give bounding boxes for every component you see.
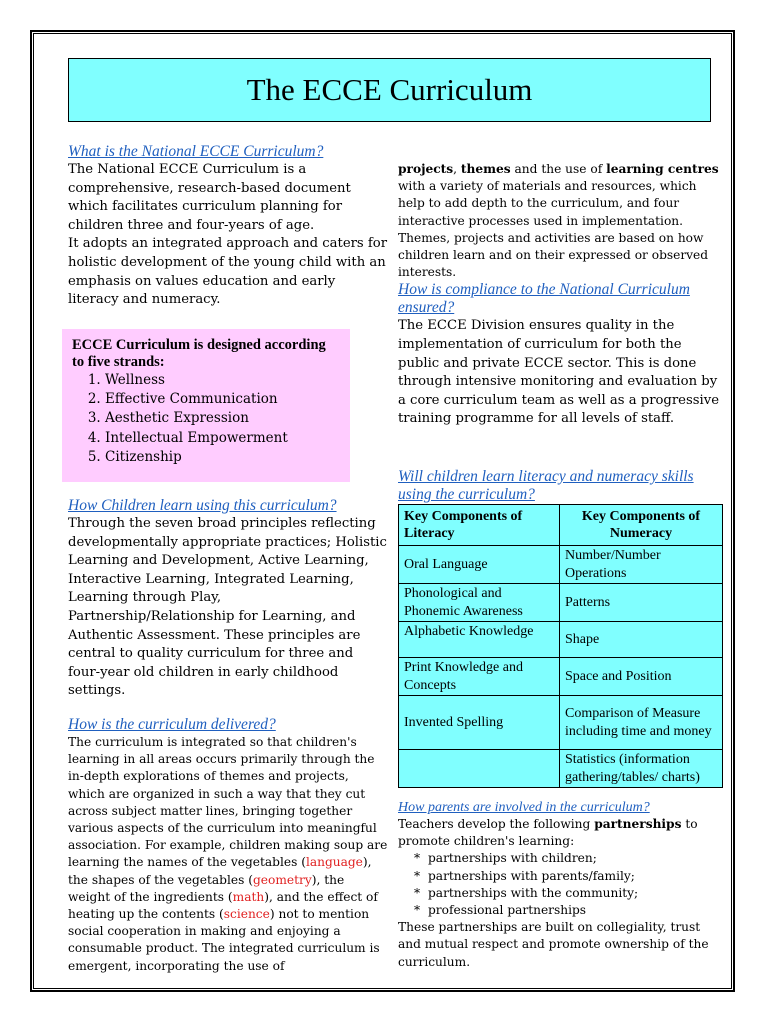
delivered-text-1: The curriculum is integrated so that children's learning in all areas occurs primarily through the in-depth explorations of themes and projects, which are organized in such a way that they cut across subject matter lines, bringing together various aspects of the curriculum into meaningful association. For example, children making soup are learning the names of the vegetables ( [68,734,388,870]
kw-themes: themes [460,162,511,176]
partnership-item: * partnerships with the community; [432,885,724,902]
numeracy-cell: Number/Number Operations [560,546,723,584]
literacy-cell: Oral Language [399,546,560,584]
keyword-science: science [223,906,270,921]
keyword-geometry: geometry [252,872,312,887]
para-how-children-learn: Through the seven broad principles reflecting developmentally appropriate practices; Holistic Learning and Development, Active Learning, Interactive Learning, Integrated Learning, Learning through Play, Partnership/Relationship for Learning, and Authentic Assessment. These principles are central to quality curriculum for three and four-year old children in early childhood settings. [68,516,387,699]
table-header-row [399,505,723,546]
heading-how-children-learn: How Children learn using this curriculum? [68,497,337,514]
partnership-item: * professional partnerships [432,902,724,919]
table-row [399,696,723,750]
kw-projects: projects [398,162,454,176]
delivered-text-2: ), the shapes of the vegetables ( [68,855,372,887]
strands-box [62,329,350,482]
literacy-cell: Alphabetic Knowledge [399,622,560,658]
strand-item: 3. Aesthetic Expression [105,409,340,428]
numeracy-cell: Comparison of Measure including time and money [560,696,723,750]
strands-heading: ECCE Curriculum is designed according to five strands: [72,337,326,370]
numeracy-cell: Shape [560,622,723,658]
parents-intro-1: Teachers develop the following [398,817,595,831]
heading-parents: How parents are involved in the curriculum? [398,800,650,815]
table-row [399,622,723,658]
header-numeracy: Key Components of Numeracy [560,505,723,546]
para-parents-intro [398,816,724,850]
numeracy-cell: Patterns [560,584,723,622]
page-title: The ECCE Curriculum [68,58,711,122]
table-row [399,658,723,696]
kw-learning-centres: learning centres [606,162,719,176]
strand-item: 5. Citizenship [105,448,340,467]
heading-what-is-curriculum: What is the National ECCE Curriculum? [68,143,324,160]
para-compliance: The ECCE Division ensures quality in the implementation of curriculum for both the public and private ECCE sector. This is done through intensive monitoring and evaluation by a core curriculum team as well as a progressive training programme for all levels of staff. [398,318,719,427]
para-what-is-1: The National ECCE Curriculum is a comprehensive, research-based document which facilitates curriculum planning for children three and four-years of age. [68,162,351,233]
partnerships-list [398,850,724,919]
table-row [399,750,723,788]
parents-intro-2: to promote children's learning: [398,817,698,849]
strand-item: 2. Effective Communication [105,390,340,409]
cont-rest: with a variety of materials and resources, which help to add depth to the curriculum, and four interactive processes used in implementation. Themes, projects and activities are based on how children learn and on their expressed or observed interests. [398,179,709,280]
literacy-cell: Invented Spelling [399,696,560,750]
numeracy-cell: Statistics (information gathering/tables/ charts) [560,750,723,788]
cont-sep: , [453,162,461,176]
para-continuation [398,161,724,281]
literacy-cell: Phonological and Phonemic Awareness [399,584,560,622]
literacy-cell [399,750,560,788]
delivered-text-4: ), and the effect of heating up the contents ( [68,889,378,921]
heading-literacy-numeracy: Will children learn literacy and numeracy skills using the curriculum? [398,468,694,503]
delivered-text-5: ) not to mention social cooperation in making and enjoying a consumable product. The integrated curriculum is emergent, incorporating the use of [68,906,380,973]
partnership-item: * partnerships with children; [432,850,724,867]
numeracy-cell: Space and Position [560,658,723,696]
cont-mid: and the use of [510,162,607,176]
strand-item: 4. Intellectual Empowerment [105,429,340,448]
keyword-math: math [232,889,265,904]
left-column [68,143,388,310]
right-column [398,161,724,429]
kw-partnerships: partnerships [594,817,682,831]
left-column-lower [68,497,388,975]
keyword-language: language [305,855,363,870]
heading-how-delivered: How is the curriculum delivered? [68,715,276,733]
parents-section [398,800,724,971]
table-row [399,546,723,584]
strand-item: 1. Wellness [105,371,340,390]
para-parents-closing: These partnerships are built on collegiality, trust and mutual respect and promote ownership of the curriculum. [398,920,709,969]
para-what-is-2: It adopts an integrated approach and caters for holistic development of the young child with an emphasis on values education and early literacy and numeracy. [68,236,388,308]
heading-compliance: How is compliance to the National Curriculum ensured? [398,281,690,317]
para-how-delivered [68,734,388,975]
literacy-cell: Print Knowledge and Concepts [399,658,560,696]
strands-list [72,371,340,467]
table-row [399,584,723,622]
components-table [398,504,723,788]
delivered-text-3: ), the weight of the ingredients ( [68,872,345,904]
header-literacy: Key Components of Literacy [399,505,560,546]
partnership-item: * partnerships with parents/family; [432,868,724,885]
